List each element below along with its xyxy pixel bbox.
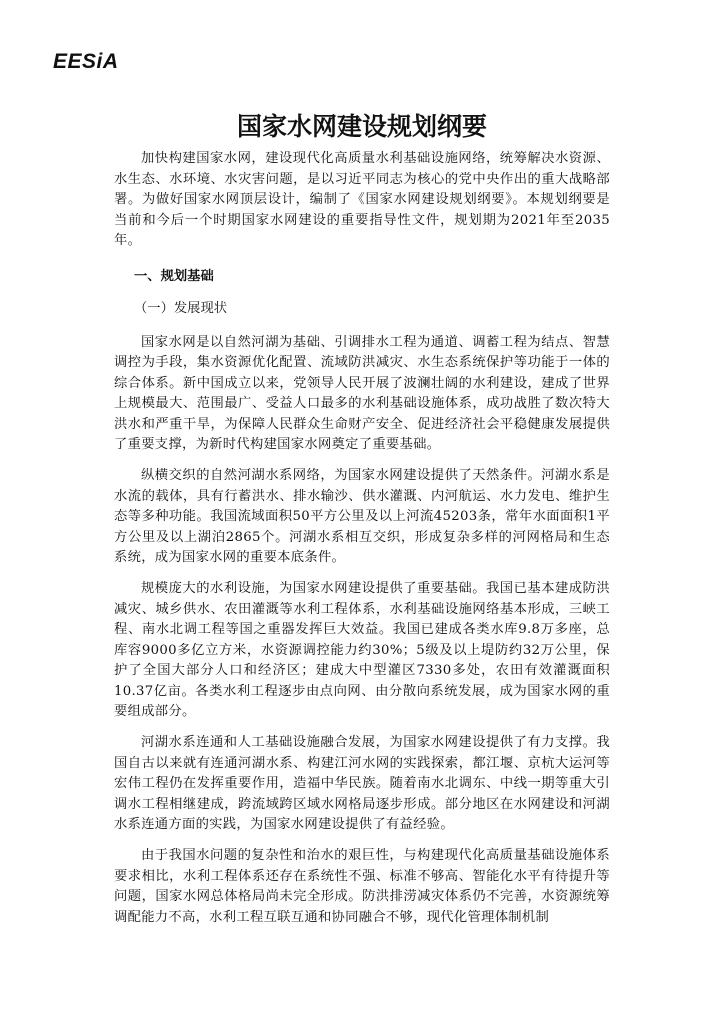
eesia-logo: EESiA: [53, 50, 119, 73]
body-paragraph: 纵横交织的自然河湖水系网络，为国家水网建设提供了天然条件。河湖水系是水流的载体，具有行蓄洪水、排水输沙、供水灌溉、内河航运、水力发电、维护生态等多种功能。我国流域面积50平方公里及以上河流45203条，常年水面面积1平方公里及以上湖泊2865个。河湖水系相互交织，形成复杂多样的河网格局和生态系统，成为国家水网的重要本底条件。: [114, 468, 610, 565]
document-body: [114, 149, 610, 928]
body-paragraph: 河湖水系连通和人工基础设施融合发展，为国家水网建设提供了有力支撑。我国自古以来就有连通河湖水系、构建江河水网的实践探索，都江堰、京杭大运河等宏伟工程仍在发挥重要作用，造福中华民族。随着南水北调东、中线一期等重大引调水工程相继建成，跨流域跨区域水网格局逐步形成。部分地区在水网建设和河湖水系连通方面的实践，为国家水网建设提供了有益经验。: [114, 735, 610, 832]
body-paragraph: 规模庞大的水利设施，为国家水网建设提供了重要基础。我国已基本建成防洪减灾、城乡供水、农田灌溉等水利工程体系，水利基础设施网络基本形成，三峡工程、南水北调工程等国之重器发挥巨大效益。我国已建成各类水库9.8万多座，总库容9000多亿立方米，水资源调控能力约30%；5级及以上堤防约32万公里，保护了全国大部分人口和经济区；建成大中型灌区7330多处，农田有效灌溉面积10.37亿亩。各类水利工程逐步由点向网、由分散向系统发展，成为国家水网的重要组成部分。: [114, 581, 610, 719]
body-paragraph: 国家水网是以自然河湖为基础、引调排水工程为通道、调蓄工程为结点、智慧调控为手段，集水资源优化配置、流域防洪减灾、水生态系统保护等功能于一体的综合体系。新中国成立以来，党领导人民开展了波澜壮阔的水利建设，建成了世界上规模最大、范围最广、受益人口最多的水利基础设施体系，成功战胜了数次特大洪水和严重干旱，为保障人民群众生命财产安全、促进经济社会平稳健康发展提供了重要支撑，为新时代构建国家水网奠定了重要基础。: [114, 334, 610, 452]
section-heading: 一、规划基础: [134, 268, 214, 284]
page-title: 国家水网建设规划纲要: [236, 111, 487, 141]
body-paragraph: 由于我国水问题的复杂性和治水的艰巨性，与构建现代化高质量基础设施体系要求相比，水利工程体系还存在系统性不强、标准不够高、智能化水平有待提升等问题，国家水网总体格局尚未完全形成。防洪排涝减灾体系仍不完善，水资源统筹调配能力不高，水利工程互联互通和协同融合不够，现代化管理体制机制: [114, 848, 610, 925]
subsection-heading: （一）发展现状: [134, 300, 228, 316]
intro-paragraph: 加快构建国家水网，建设现代化高质量水利基础设施网络，统筹解决水资源、水生态、水环境、水灾害问题，是以习近平同志为核心的党中央作出的重大战略部署。为做好国家水网顶层设计，编制了《国家水网建设规划纲要》。本规划纲要是当前和今后一个时期国家水网建设的重要指导性文件，规划期为2021年至2035年。: [114, 151, 610, 248]
